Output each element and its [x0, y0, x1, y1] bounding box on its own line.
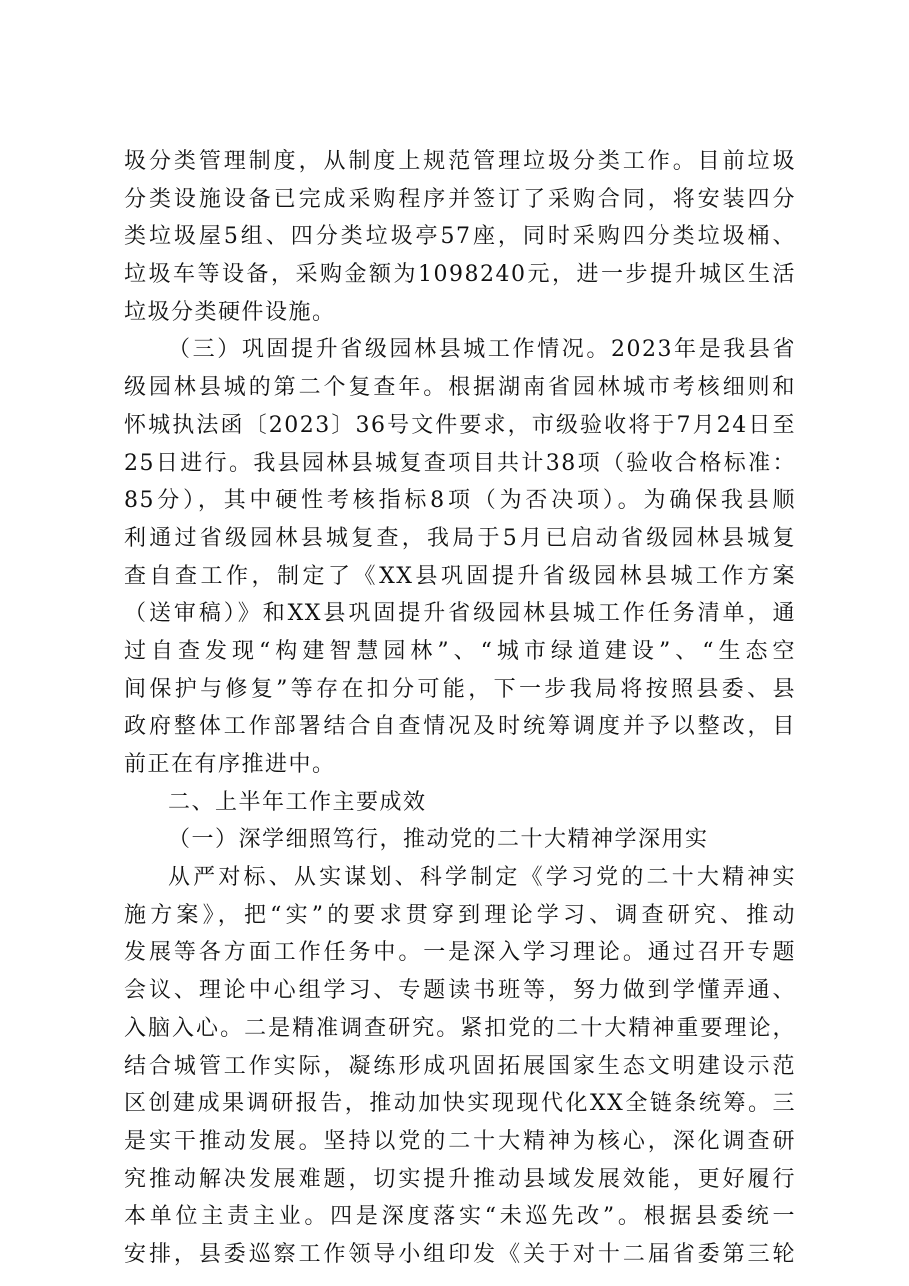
text-line: 结合城管工作实际，凝练形成巩固拓展国家生态文明建设示范 [124, 1053, 796, 1079]
text-line: （三）巩固提升省级园林县城工作情况。2023年是我县省 [168, 337, 796, 363]
text-line: 究推动解决发展难题，切实提升推动县域发展效能，更好履行 [124, 1166, 796, 1192]
text-line: 施方案》，把“实”的要求贯穿到理论学习、调查研究、推动 [124, 902, 796, 928]
text-line: 从严对标、从实谋划、科学制定《学习党的二十大精神实 [168, 865, 796, 891]
text-line: 垃圾分类硬件设施。 [124, 299, 336, 325]
text-line: 怀城执法函〔2023〕36号文件要求，市级验收将于7月24日至 [124, 412, 796, 438]
document-body [124, 143, 796, 1274]
text-line: 入脑入心。二是精准调查研究。紧扣党的二十大精神重要理论， [124, 1015, 796, 1041]
text-line: 间保护与修复”等存在扣分可能，下一步我局将按照县委、县 [124, 676, 796, 702]
text-line: 查自查工作，制定了《XX县巩固提升省级园林县城工作方案 [124, 563, 796, 589]
text-line: 分类设施设备已完成采购程序并签订了采购合同，将安装四分 [124, 186, 796, 212]
text-line: （一）深学细照笃行，推动党的二十大精神学深用实 [168, 827, 709, 853]
text-line: 本单位主责主业。四是深度落实“未巡先改”。根据县委统一 [124, 1204, 796, 1230]
text-line: 是实干推动发展。坚持以党的二十大精神为核心，深化调查研 [124, 1128, 796, 1154]
text-line: （送审稿）》和XX县巩固提升省级园林县城工作任务清单，通 [124, 601, 796, 627]
text-line: 前正在有序推进中。 [124, 752, 336, 777]
text-line: 利通过省级园林县城复查，我局于5月已启动省级园林县城复 [124, 525, 796, 551]
text-line: 25日进行。我县园林县城复查项目共计38项（验收合格标准： [124, 450, 796, 476]
text-line: 垃圾车等设备，采购金额为1098240元，进一步提升城区生活 [124, 262, 796, 288]
text-line: 圾分类管理制度，从制度上规范管理垃圾分类工作。目前垃圾 [124, 149, 796, 174]
text-line: 过自查发现“构建智慧园林”、“城市绿道建设”、“生态空 [124, 638, 796, 664]
text-line: 二、上半年工作主要成效 [168, 789, 427, 815]
text-line: 85分），其中硬性考核指标8项（为否决项）。为确保我县顺 [124, 488, 796, 514]
text-line: 区创建成果调研报告，推动加快实现现代化XX全链条统筹。三 [124, 1091, 796, 1117]
text-line: 政府整体工作部署结合自查情况及时统筹调度并予以整改，目 [124, 714, 796, 740]
text-line: 类垃圾屋5组、四分类垃圾亭57座，同时采购四分类垃圾桶、 [124, 224, 796, 250]
text-line: 安排，县委巡察工作领导小组印发《关于对十二届省委第三轮 [124, 1241, 796, 1267]
text-line: 会议、理论中心组学习、专题读书班等，努力做到学懂弄通、 [124, 978, 796, 1004]
text-line: 级园林县城的第二个复查年。根据湖南省园林城市考核细则和 [124, 375, 796, 401]
text-line: 发展等各方面工作任务中。一是深入学习理论。通过召开专题 [124, 940, 796, 966]
